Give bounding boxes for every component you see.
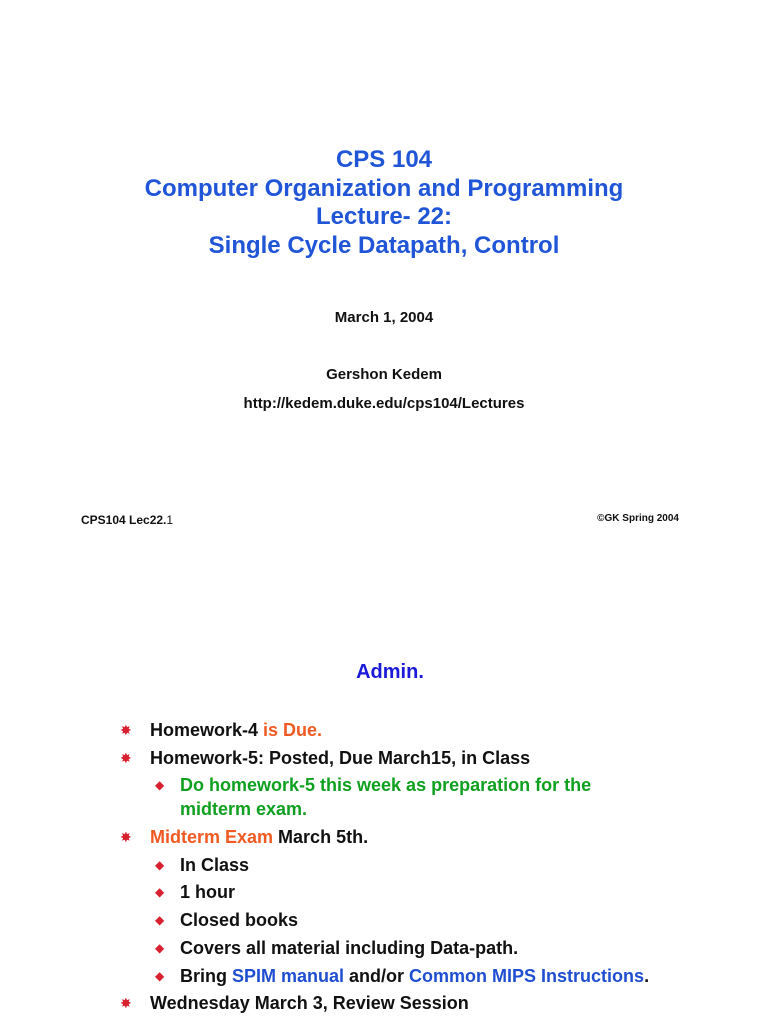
list-item-in-class [155,852,249,878]
hw4-status: is Due. [263,720,323,740]
hw4-text: Homework-4 [150,720,264,740]
footer-lecture-label: CPS104 Lec22. [81,513,167,527]
list-item-covers [155,935,518,961]
hw5-note-line1: Do homework-5 this week as preparation for the [180,775,592,795]
review-text: Wednesday March 3, Review Session [150,993,469,1013]
hw5-note-continuation [180,796,307,822]
course-name: Computer Organization and Programming [144,174,624,202]
bring-prefix: Bring [180,966,232,986]
bring-suffix: . [644,966,650,986]
list-item-review [120,990,469,1016]
bring-mid: and/or [344,966,410,986]
starburst-bullet-icon: ✸ [120,750,132,766]
lecture-topic: Single Cycle Datapath, Control [208,231,560,259]
lecture-date: March 1, 2004 [334,309,434,326]
list-item-hw4 [120,717,322,743]
hw5-text: Homework-5: Posted, Due March15, in Class [150,748,531,768]
hw5-note-line2: midterm exam. [180,799,308,819]
midterm-date: March 5th. [273,827,369,847]
starburst-bullet-icon: ✸ [120,995,132,1011]
spim-manual-link[interactable]: SPIM manual [232,966,345,986]
diamond-bullet-icon: ◆ [155,941,165,955]
lectures-url: http://kedem.duke.edu/cps104/Lectures [243,395,525,412]
covers-text: Covers all material including Data-path. [180,938,519,958]
list-item-midterm [120,824,368,850]
diamond-bullet-icon: ◆ [155,885,165,899]
diamond-bullet-icon: ◆ [155,778,165,792]
closed-books-text: Closed books [180,910,299,930]
list-item-hour [155,879,235,905]
in-class-text: In Class [180,855,250,875]
mips-instructions-link[interactable]: Common MIPS Instructions [409,966,645,986]
diamond-bullet-icon: ◆ [155,858,165,872]
starburst-bullet-icon: ✸ [120,722,132,738]
midterm-label: Midterm Exam [150,827,274,847]
list-item-hw5 [120,745,530,771]
footer-page-number: 1 [166,513,174,527]
slide-footer-id [81,513,173,527]
diamond-bullet-icon: ◆ [155,913,165,927]
course-code: CPS 104 [335,146,433,173]
list-item-hw5-note [155,772,591,798]
slide-title [0,146,768,260]
admin-title: Admin. [356,661,424,683]
diamond-bullet-icon: ◆ [155,969,165,983]
author-name: Gershon Kedem [326,366,442,383]
list-item-closed-books [155,907,298,933]
footer-copyright: ©GK Spring 2004 [597,513,679,524]
list-item-bring [155,963,649,989]
starburst-bullet-icon: ✸ [120,829,132,845]
hour-text: 1 hour [180,882,236,902]
lecture-number: Lecture- 22: [315,203,453,230]
